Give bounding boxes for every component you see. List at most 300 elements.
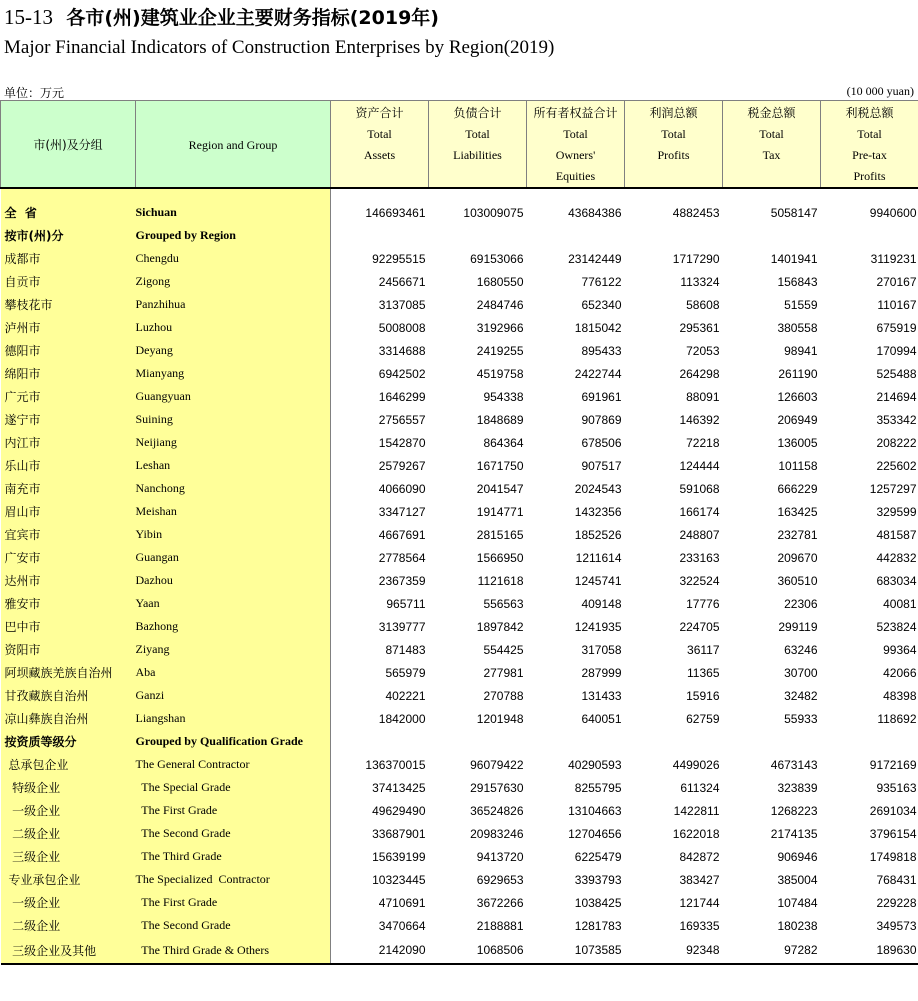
value-cell: 864364 (483, 435, 524, 450)
value-cell: 5058147 (770, 205, 818, 220)
title-cn: 各市(州)建筑业企业主要财务指标(2019年) (66, 7, 439, 29)
value-cell: 12704656 (568, 826, 622, 841)
value-cell: 554425 (483, 642, 524, 657)
table-row (1, 523, 918, 546)
value-cell (821, 730, 918, 753)
header-total-liabilities: 负债合计 Total Liabilities (429, 101, 527, 189)
table-row (1, 891, 918, 914)
value-cell: 1241935 (574, 619, 622, 634)
table-row (1, 845, 918, 868)
value-cell: 30700 (784, 665, 818, 680)
value-cell: 43684386 (568, 205, 622, 220)
value-cell (625, 730, 723, 753)
region-name-en: The Second Grade (136, 914, 331, 937)
region-name-cn: 攀枝花市 (1, 293, 136, 316)
value-cell (527, 730, 625, 753)
value-cell: 170994 (876, 343, 917, 358)
table-row (1, 684, 918, 707)
value-cell: 1542870 (378, 435, 426, 450)
region-name-en: Deyang (136, 339, 331, 362)
value-cell: 1852526 (574, 527, 622, 542)
value-cell: 409148 (581, 596, 622, 611)
value-cell: 1281783 (574, 918, 622, 933)
value-cell: 3119231 (870, 251, 917, 266)
spacer-row (1, 188, 918, 201)
region-name-en: Guangyuan (136, 385, 331, 408)
region-name-cn: 德阳市 (1, 339, 136, 362)
value-cell: 2456671 (378, 274, 426, 289)
region-name-en: Suining (136, 408, 331, 431)
value-cell: 11365 (687, 665, 720, 680)
value-cell: 935163 (876, 780, 917, 795)
value-cell: 233163 (679, 550, 720, 565)
spacer-cell (723, 188, 821, 201)
table-row (1, 339, 918, 362)
value-cell: 299119 (778, 619, 818, 634)
value-cell: 248807 (679, 527, 720, 542)
region-name-en: Grouped by Qualification Grade (136, 730, 331, 753)
region-name-cn: 按资质等级分 (1, 730, 136, 753)
value-cell: 1749818 (869, 849, 917, 864)
value-cell: 136370015 (365, 757, 426, 772)
table-row (1, 270, 918, 293)
region-name-cn: 雅安市 (1, 592, 136, 615)
table-row (1, 569, 918, 592)
value-cell (821, 224, 918, 247)
spacer-cell (821, 188, 918, 201)
region-name-cn: 宜宾市 (1, 523, 136, 546)
region-name-cn: 三级企业及其他 (1, 937, 136, 964)
region-name-cn: 泸州市 (1, 316, 136, 339)
value-cell: 6942502 (378, 366, 426, 381)
value-cell: 442832 (876, 550, 917, 565)
region-name-cn: 凉山彝族自治州 (1, 707, 136, 730)
value-cell: 99364 (883, 642, 917, 657)
value-cell: 156843 (777, 274, 818, 289)
spacer-cell (527, 188, 625, 201)
value-cell: 556563 (483, 596, 524, 611)
region-name-en: Yibin (136, 523, 331, 546)
value-cell: 32482 (784, 688, 818, 703)
value-cell: 329599 (876, 504, 917, 519)
value-cell: 3470664 (378, 918, 426, 933)
value-cell: 3347127 (378, 504, 426, 519)
table-row (1, 293, 918, 316)
value-cell: 36524826 (470, 803, 524, 818)
region-name-cn: 甘孜藏族自治州 (1, 684, 136, 707)
value-cell: 270167 (876, 274, 917, 289)
value-cell: 277981 (483, 665, 524, 680)
table-row (1, 592, 918, 615)
value-cell: 4519758 (476, 366, 524, 381)
region-name-cn: 一级企业 (1, 799, 136, 822)
value-cell: 666229 (777, 481, 818, 496)
region-name-en: Luzhou (136, 316, 331, 339)
value-cell: 349573 (876, 918, 917, 933)
value-cell: 92295515 (372, 251, 426, 266)
value-cell: 1848689 (476, 412, 524, 427)
spacer-cell (429, 188, 527, 201)
region-name-cn: 二级企业 (1, 914, 136, 937)
table-number: 15-13 (4, 5, 53, 29)
value-cell: 895433 (581, 343, 622, 358)
value-cell: 15916 (686, 688, 720, 703)
value-cell: 42066 (883, 665, 917, 680)
table-row (1, 385, 918, 408)
value-cell (723, 730, 821, 753)
value-cell: 51559 (784, 297, 818, 312)
table-row (1, 638, 918, 661)
spacer-cell (1, 188, 136, 201)
value-cell: 1245741 (574, 573, 622, 588)
region-name-en: The Specialized Contractor (136, 868, 331, 891)
value-cell: 9172169 (869, 757, 917, 772)
value-cell: 906946 (777, 849, 818, 864)
region-name-en: The General Contractor (136, 753, 331, 776)
value-cell: 954338 (483, 389, 524, 404)
value-cell: 72053 (686, 343, 720, 358)
region-name-en: Guangan (136, 546, 331, 569)
value-cell: 3139777 (378, 619, 426, 634)
value-cell (331, 730, 429, 753)
value-cell: 3672266 (476, 895, 524, 910)
value-cell: 2142090 (331, 937, 429, 964)
table-row (1, 776, 918, 799)
table-row (1, 224, 918, 247)
financial-indicators-table (0, 100, 918, 965)
value-cell: 6929653 (476, 872, 524, 887)
value-cell: 1201948 (476, 711, 524, 726)
value-cell: 317058 (581, 642, 622, 657)
table-row (1, 362, 918, 385)
value-cell: 768431 (876, 872, 917, 887)
table-row (1, 615, 918, 638)
table-row (1, 707, 918, 730)
value-cell: 169335 (679, 918, 720, 933)
value-cell: 9413720 (476, 849, 524, 864)
region-name-en: Bazhong (136, 615, 331, 638)
value-cell (331, 224, 429, 247)
region-name-en: Neijiang (136, 431, 331, 454)
value-cell: 383427 (679, 872, 720, 887)
region-name-cn: 专业承包企业 (1, 868, 136, 891)
value-cell: 40290593 (568, 757, 622, 772)
value-cell: 1646299 (378, 389, 426, 404)
value-cell: 225602 (876, 458, 917, 473)
value-cell: 37413425 (372, 780, 426, 795)
region-name-cn: 广安市 (1, 546, 136, 569)
table-row (1, 753, 918, 776)
region-name-en: The First Grade (136, 891, 331, 914)
region-name-cn: 自贡市 (1, 270, 136, 293)
region-name-en: Panzhihua (136, 293, 331, 316)
value-cell (625, 224, 723, 247)
value-cell: 683034 (876, 573, 917, 588)
region-name-en: Meishan (136, 500, 331, 523)
value-cell: 10323445 (372, 872, 426, 887)
value-cell: 2024543 (574, 481, 622, 496)
value-cell: 69153066 (470, 251, 524, 266)
value-cell: 49629490 (372, 803, 426, 818)
table-row (1, 316, 918, 339)
region-name-en: Grouped by Region (136, 224, 331, 247)
header-total-tax: 税金总额 Total Tax (723, 101, 821, 189)
spacer-cell (331, 188, 429, 201)
value-cell: 146392 (679, 412, 720, 427)
value-cell: 17776 (686, 596, 720, 611)
value-cell: 229228 (876, 895, 917, 910)
table-row (1, 454, 918, 477)
value-cell: 163425 (777, 504, 818, 519)
value-cell: 48398 (883, 688, 917, 703)
value-cell: 118692 (877, 711, 917, 726)
value-cell: 1257297 (869, 481, 917, 496)
value-cell: 136005 (777, 435, 818, 450)
value-cell: 691961 (581, 389, 622, 404)
unit-label-cn: 单位：万元 (4, 86, 65, 100)
value-cell: 2756557 (378, 412, 426, 427)
value-cell: 15639199 (372, 849, 426, 864)
value-cell: 58608 (686, 297, 720, 312)
table-row (1, 661, 918, 684)
region-name-cn: 一级企业 (1, 891, 136, 914)
region-name-cn: 内江市 (1, 431, 136, 454)
value-cell: 675919 (876, 320, 917, 335)
table-row (1, 914, 918, 937)
value-cell: 4673143 (770, 757, 818, 772)
table-row (1, 500, 918, 523)
value-cell: 4499026 (672, 757, 720, 772)
value-cell: 124444 (679, 458, 720, 473)
value-cell: 22306 (784, 596, 818, 611)
region-name-en: Zigong (136, 270, 331, 293)
value-cell: 295361 (679, 320, 720, 335)
region-name-en: Mianyang (136, 362, 331, 385)
value-cell: 1680550 (476, 274, 524, 289)
region-name-cn: 成都市 (1, 247, 136, 270)
value-cell: 385004 (777, 872, 818, 887)
value-cell: 166174 (679, 504, 720, 519)
region-name-en: The Special Grade (136, 776, 331, 799)
value-cell: 261190 (778, 366, 818, 381)
table-row (1, 408, 918, 431)
spacer-cell (625, 188, 723, 201)
table-row (1, 937, 918, 964)
value-cell: 2778564 (378, 550, 426, 565)
value-cell: 525488 (876, 366, 917, 381)
page-subtitle: Major Financial Indicators of Construction Enterprises by Region(2019) (4, 37, 555, 58)
region-name-cn: 乐山市 (1, 454, 136, 477)
table-row (1, 247, 918, 270)
value-cell: 62759 (686, 711, 720, 726)
value-cell: 101158 (778, 458, 818, 473)
value-cell: 107484 (777, 895, 818, 910)
value-cell: 2367359 (378, 573, 426, 588)
value-cell: 1401941 (770, 251, 818, 266)
table-row (1, 730, 918, 753)
value-cell: 842872 (679, 849, 720, 864)
value-cell (429, 224, 527, 247)
region-name-en: Nanchong (136, 477, 331, 500)
region-name-en: The Third Grade & Others (136, 937, 331, 964)
region-name-en: The Second Grade (136, 822, 331, 845)
value-cell: 63246 (784, 642, 818, 657)
value-cell: 1211614 (575, 550, 622, 565)
value-cell: 322524 (679, 573, 720, 588)
value-cell: 611324 (680, 780, 720, 795)
value-cell: 1842000 (378, 711, 426, 726)
value-cell: 1717290 (672, 251, 720, 266)
value-cell: 1671750 (476, 458, 524, 473)
region-name-en: Aba (136, 661, 331, 684)
value-cell: 3137085 (378, 297, 426, 312)
region-name-en: Yaan (136, 592, 331, 615)
value-cell: 353342 (876, 412, 917, 427)
value-cell: 380558 (777, 320, 818, 335)
region-name-cn: 广元市 (1, 385, 136, 408)
value-cell: 13104663 (568, 803, 622, 818)
region-name-cn: 总承包企业 (1, 753, 136, 776)
value-cell (527, 224, 625, 247)
value-cell: 2174135 (770, 826, 818, 841)
value-cell: 96079422 (470, 757, 524, 772)
value-cell: 5008008 (378, 320, 426, 335)
value-cell: 103009075 (463, 205, 524, 220)
value-cell: 1432356 (574, 504, 622, 519)
value-cell: 36117 (687, 642, 720, 657)
value-cell: 208222 (876, 435, 917, 450)
value-cell: 113324 (680, 274, 720, 289)
header-row (1, 101, 918, 189)
value-cell: 189630 (821, 937, 918, 964)
value-cell: 565979 (385, 665, 426, 680)
value-cell: 4882453 (672, 205, 720, 220)
value-cell: 232781 (777, 527, 818, 542)
value-cell: 1622018 (672, 826, 720, 841)
value-cell: 1815042 (574, 320, 622, 335)
region-name-cn: 南充市 (1, 477, 136, 500)
value-cell: 110167 (877, 297, 917, 312)
value-cell: 3393793 (574, 872, 622, 887)
value-cell: 640051 (581, 711, 622, 726)
value-cell: 20983246 (470, 826, 524, 841)
value-cell (723, 224, 821, 247)
value-cell: 214694 (876, 389, 917, 404)
page-title (4, 4, 439, 31)
value-cell: 29157630 (470, 780, 524, 795)
value-cell: 33687901 (372, 826, 426, 841)
value-cell: 4066090 (378, 481, 426, 496)
value-cell: 55933 (784, 711, 818, 726)
unit-label-en: (10 000 yuan) (846, 84, 914, 98)
region-name-cn: 遂宁市 (1, 408, 136, 431)
value-cell: 264298 (679, 366, 720, 381)
table-row (1, 477, 918, 500)
value-cell: 1038425 (574, 895, 622, 910)
value-cell: 92348 (625, 937, 723, 964)
value-cell: 206949 (777, 412, 818, 427)
table-row (1, 868, 918, 891)
region-name-cn: 特级企业 (1, 776, 136, 799)
header-total-assets: 资产合计 Total Assets (331, 101, 429, 189)
table-row (1, 201, 918, 224)
value-cell: 1897842 (476, 619, 524, 634)
value-cell (429, 730, 527, 753)
value-cell: 481587 (876, 527, 917, 542)
value-cell: 907517 (581, 458, 622, 473)
value-cell: 1914771 (476, 504, 524, 519)
value-cell: 678506 (581, 435, 622, 450)
value-cell: 9940600 (869, 205, 917, 220)
value-cell: 776122 (581, 274, 622, 289)
value-cell: 88091 (686, 389, 720, 404)
region-name-cn: 阿坝藏族羌族自治州 (1, 661, 136, 684)
value-cell: 3192966 (476, 320, 524, 335)
header-owners-equities: 所有者权益合计 Total Owners' Equities (527, 101, 625, 189)
value-cell: 209670 (777, 550, 818, 565)
region-name-cn: 三级企业 (1, 845, 136, 868)
value-cell: 224705 (679, 619, 720, 634)
value-cell: 360510 (777, 573, 818, 588)
header-region-en: Region and Group (136, 101, 331, 189)
value-cell: 131433 (581, 688, 622, 703)
value-cell: 4667691 (378, 527, 426, 542)
value-cell: 2579267 (378, 458, 426, 473)
region-name-en: Ganzi (136, 684, 331, 707)
region-name-cn: 全 省 (1, 201, 136, 224)
value-cell: 23142449 (568, 251, 622, 266)
value-cell: 871483 (385, 642, 426, 657)
value-cell: 72218 (686, 435, 720, 450)
value-cell: 3314688 (378, 343, 426, 358)
spacer-cell (136, 188, 331, 201)
value-cell: 121744 (679, 895, 720, 910)
header-total-profits: 利润总额 Total Profits (625, 101, 723, 189)
region-name-en: Chengdu (136, 247, 331, 270)
value-cell: 180238 (777, 918, 818, 933)
value-cell: 270788 (483, 688, 524, 703)
value-cell: 2419255 (476, 343, 524, 358)
value-cell: 40081 (883, 596, 917, 611)
region-name-en: Leshan (136, 454, 331, 477)
value-cell: 6225479 (574, 849, 622, 864)
value-cell: 1422811 (673, 803, 720, 818)
region-name-cn: 按市(州)分 (1, 224, 136, 247)
value-cell: 4710691 (378, 895, 426, 910)
value-cell: 1268223 (770, 803, 818, 818)
value-cell: 1068506 (429, 937, 527, 964)
region-name-en: Sichuan (136, 201, 331, 224)
region-name-cn: 二级企业 (1, 822, 136, 845)
region-name-cn: 绵阳市 (1, 362, 136, 385)
region-name-cn: 达州市 (1, 569, 136, 592)
table-row (1, 546, 918, 569)
value-cell: 2484746 (476, 297, 524, 312)
value-cell: 2041547 (476, 481, 524, 496)
value-cell: 907869 (581, 412, 622, 427)
value-cell: 1073585 (527, 937, 625, 964)
header-region-cn: 市(州)及分组 (1, 101, 136, 189)
value-cell: 2691034 (869, 803, 917, 818)
table-body (1, 188, 918, 964)
value-cell: 146693461 (365, 205, 426, 220)
value-cell: 3796154 (869, 826, 917, 841)
region-name-cn: 资阳市 (1, 638, 136, 661)
value-cell: 323839 (777, 780, 818, 795)
value-cell: 287999 (581, 665, 622, 680)
table-row (1, 799, 918, 822)
value-cell: 2188881 (476, 918, 524, 933)
